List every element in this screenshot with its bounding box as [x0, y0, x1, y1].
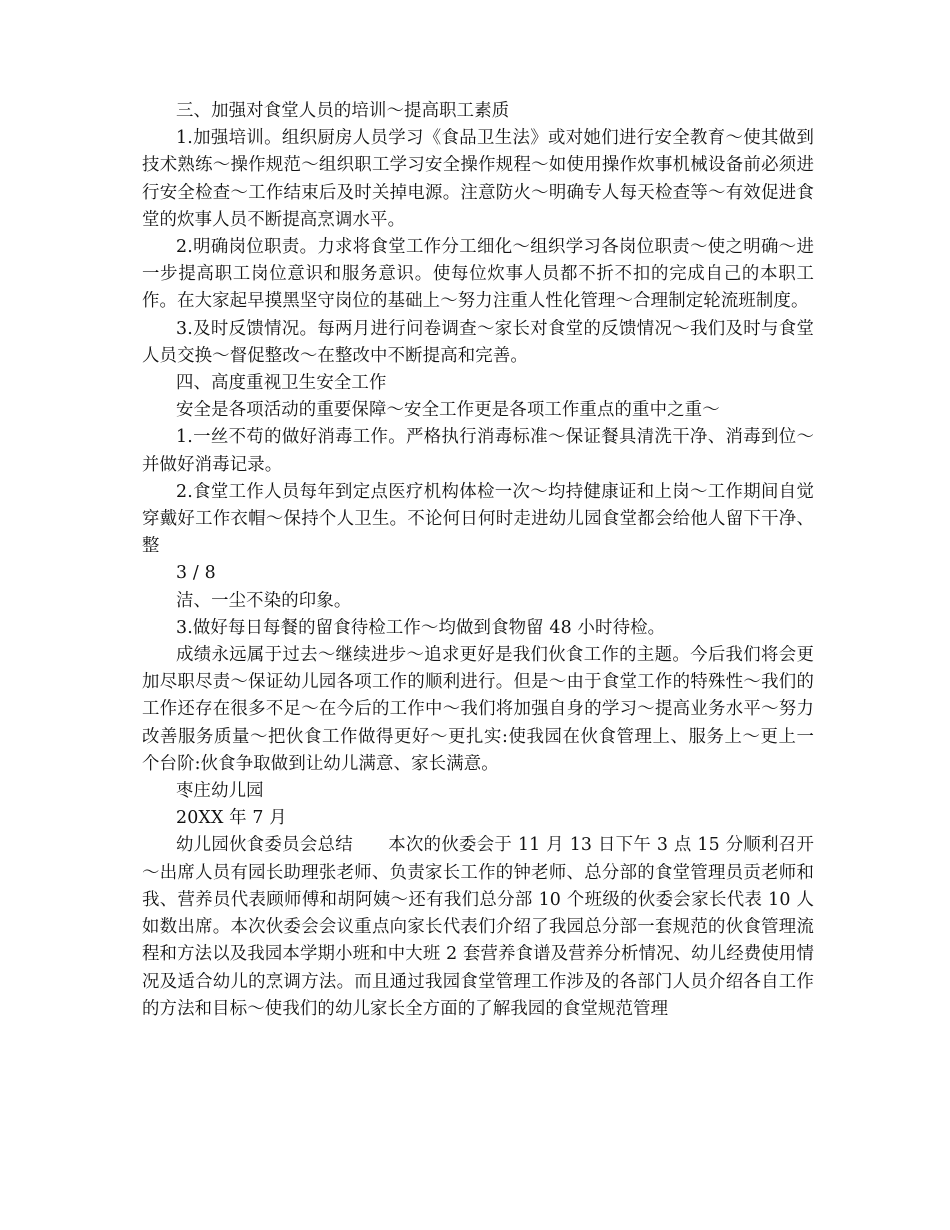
page-number: 3 / 8 — [176, 563, 216, 584]
paragraph: 3.做好每日每餐的留食待检工作～均做到食物留 48 小时待检。 — [176, 617, 666, 638]
paragraph: 3.及时反馈情况。每两月进行问卷调查～家长对食堂的反馈情况～我们及时与食堂人员交换～督促整改～在整改中不断提高和完善。 — [142, 318, 814, 366]
paragraph: 安全是各项活动的重要保障～安全工作更是各项工作重点的重中之重～ — [176, 400, 720, 421]
paragraph: 1.一丝不苟的做好消毒工作。严格执行消毒标准～保证餐具清洗干净、消毒到位～并做好消毒记录。 — [142, 427, 814, 475]
document-body — [142, 98, 814, 1023]
paragraph: 2.明确岗位职责。力求将食堂工作分工细化～组织学习各岗位职责～使之明确～进一步提高职工岗位意识和服务意识。使每位炊事人员都不折不扣的完成自己的本职工作。在大家起早摸黑坚守岗位的基础上～努力注重人性化管理～合理制定轮流班制度。 — [142, 237, 814, 312]
paragraph: 2.食堂工作人员每年到定点医疗机构体检一次～均持健康证和上岗～工作期间自觉穿戴好工作衣帽～保持个人卫生。不论何日何时走进幼儿园食堂都会给他人留下干净、整 — [142, 481, 814, 557]
signature-organization: 枣庄幼儿园 — [176, 781, 264, 802]
signature-date: 20XX 年 7 月 — [176, 808, 287, 829]
paragraph: 洁、一尘不染的印象。 — [176, 590, 352, 611]
paragraph: 幼儿园伙食委员会总结 本次的伙委会于 11 月 13 日下午 3 点 15 分顺利召开～出席人员有园长助理张老师、负责家长工作的钟老师、总分部的食堂管理员贡老师和我、营养员代表顾师傅和胡阿姨～还有我们总分部 10 个班级的伙委会家长代表 10 人如数出席。本次伙委会会议重点向家长代表们介绍了我园总分部一套规范的伙食管理流程和方法以及我园本学期小班和中大班 2 套营养食谱及营养分析情况、幼儿经费使用情况及适合幼儿的烹调方法。而且通过我园食堂管理工作涉及的各部门人员介绍各自工作的方法和目标～使我们的幼儿家长全方面的了解我园的食堂规范管理 — [142, 835, 814, 1019]
section-heading: 三、加强对食堂人员的培训～提高职工素质 — [176, 101, 510, 121]
paragraph: 成绩永远属于过去～继续进步～追求更好是我们伙食工作的主题。今后我们将会更加尽职尽责～保证幼儿园各项工作的顺利进行。但是～由于食堂工作的特殊性～我们的工作还存在很多不足～在今后的工作中～我们将加强自身的学习～提高业务水平～努力改善服务质量～把伙食工作做得更好～更扎实:使我园在伙食管理上、服务上～更上一个台阶:伙食争取做到让幼儿满意、家长满意。 — [142, 645, 814, 774]
paragraph: 1.加强培训。组织厨房人员学习《食品卫生法》或对她们进行安全教育～使其做到技术熟练～操作规范～组织职工学习安全操作规程～如使用操作炊事机械设备前必须进行安全检查～工作结束后及时关掉电源。注意防火～明确专人每天检查等～有效促进食堂的炊事人员不断提高烹调水平。 — [142, 128, 814, 230]
section-heading: 四、高度重视卫生安全工作 — [176, 373, 387, 394]
